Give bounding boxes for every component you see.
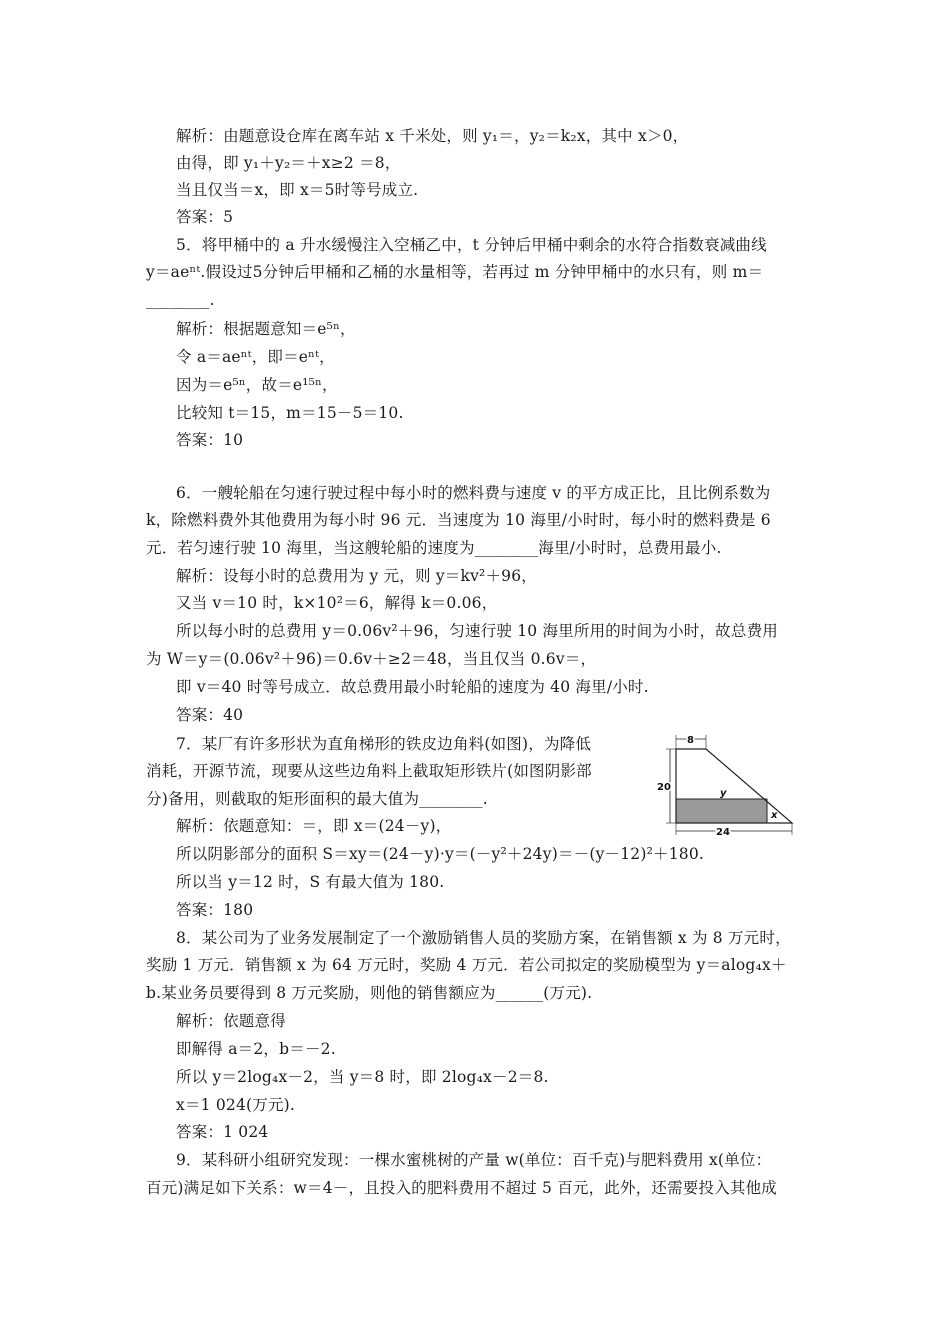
question-9-line: 百元)满足如下关系：w＝4－，且投入的肥料费用不超过 5 百元，此外，还需要投入其他成 [146,1179,777,1197]
inner-label-y: y [720,788,727,799]
text-line: 解析：根据题意知＝e⁵ⁿ， [176,320,356,338]
text-line: 解析：由题意设仓库在离车站 x 千米处，则 y₁＝，y₂＝k₂x，其中 x＞0， [176,127,689,145]
text-line: 即解得 a＝2，b＝－2. [176,1040,336,1058]
text-line: 答案：40 [176,706,244,724]
text-line: 又当 v＝10 时，k×10²＝6，解得 k＝0.06， [176,594,498,612]
question-9-line: 9．某科研小组研究发现：一棵水蜜桃树的产量 w(单位：百千克)与肥料费用 x(单位： [176,1151,772,1169]
question-5-line: y＝aeⁿᵗ.假设过5分钟后甲桶和乙桶的水量相等，若再过 m 分钟甲桶中的水只有，则 m＝ [146,263,764,281]
text-line: 解析：依题意得 [176,1012,286,1030]
question-8-line: 8．某公司为了业务发展制定了一个激励销售人员的奖励方案，在销售额 x 为 8 万元时， [176,929,791,947]
text-line: 因为＝e⁵ⁿ，故＝e¹⁵ⁿ， [176,376,338,394]
text-line: 答案：1 024 [176,1123,269,1141]
text-line: 所以每小时的总费用 y＝0.06v²＋96，匀速行驶 10 海里所用的时间为小时，故总费用 [176,622,778,640]
question-7-line: 分)备用，则截取的矩形面积的最大值为________. [146,790,488,808]
question-6-line: 6．一艘轮船在匀速行驶过程中每小时的燃料费与速度 v 的平方成正比，且比例系数为 [176,484,771,502]
trapezoid-diagram [654,732,800,836]
left-label: 20 [657,782,671,793]
trapezoid-figure [654,732,800,836]
bottom-label: 24 [716,827,730,836]
text-line: 所以阴影部分的面积 S＝xy＝(24－y)·y＝(－y²＋24y)＝－(y－12)²＋180. [176,845,705,863]
question-7-line: 消耗，开源节流，现要从这些边角料上截取矩形铁片(如图阴影部 [146,762,592,780]
text-line: 比较知 t＝15，m＝15－5＝10. [176,404,404,422]
text-line: 即 v＝40 时等号成立．故总费用最小时轮船的速度为 40 海里/小时. [176,678,649,696]
text-line: 由得，即 y₁＋y₂＝＋x≥2 ＝8， [176,154,401,172]
question-5-line: 5．将甲桶中的 a 升水缓慢注入空桶乙中，t 分钟后甲桶中剩余的水符合指数衰减曲线 [176,236,767,254]
inner-label-x: x [771,810,778,821]
text-line: 令 a＝aeⁿᵗ，即＝eⁿᵗ， [176,348,335,366]
question-8-line: b.某业务员要得到 8 万元奖励，则他的销售额应为______(万元). [146,984,593,1002]
text-line: 答案：10 [176,431,244,449]
text-line: 当且仅当＝x，即 x＝5时等号成立. [176,181,419,199]
text-line: x＝1 024(万元). [176,1096,296,1114]
top-label: 8 [687,735,694,746]
text-line: 答案：5 [176,208,234,226]
question-8-line: 奖励 1 万元．销售额 x 为 64 万元时，奖励 4 万元．若公司拟定的奖励模型为 y＝alog₄x＋ [146,956,787,974]
text-line: 所以 y＝2log₄x－2，当 y＝8 时，即 2log₄x－2＝8. [176,1068,549,1086]
shaded-rectangle [676,799,767,823]
question-6-line: k，除燃料费外其他费用为每小时 96 元．当速度为 10 海里/小时时，每小时的燃料费是 6 [146,511,771,529]
question-6-line: 元．若匀速行驶 10 海里，当这艘轮船的速度为________海里/小时时，总费用最小. [146,539,722,557]
answer-blank: ________. [146,291,215,309]
text-line: 为 W＝y＝(0.06v²＋96)＝0.6v＋≥2＝48，当且仅当 0.6v＝， [146,650,597,668]
question-7-line: 7．某厂有许多形状为直角梯形的铁皮边角料(如图)，为降低 [176,735,592,753]
text-line: 所以当 y＝12 时，S 有最大值为 180. [176,873,445,891]
text-line: 答案：180 [176,901,254,919]
text-line: 解析：设每小时的总费用为 y 元，则 y＝kv²＋96， [176,567,537,585]
text-line: 解析：依题意知：＝，即 x＝(24－y)， [176,817,452,835]
